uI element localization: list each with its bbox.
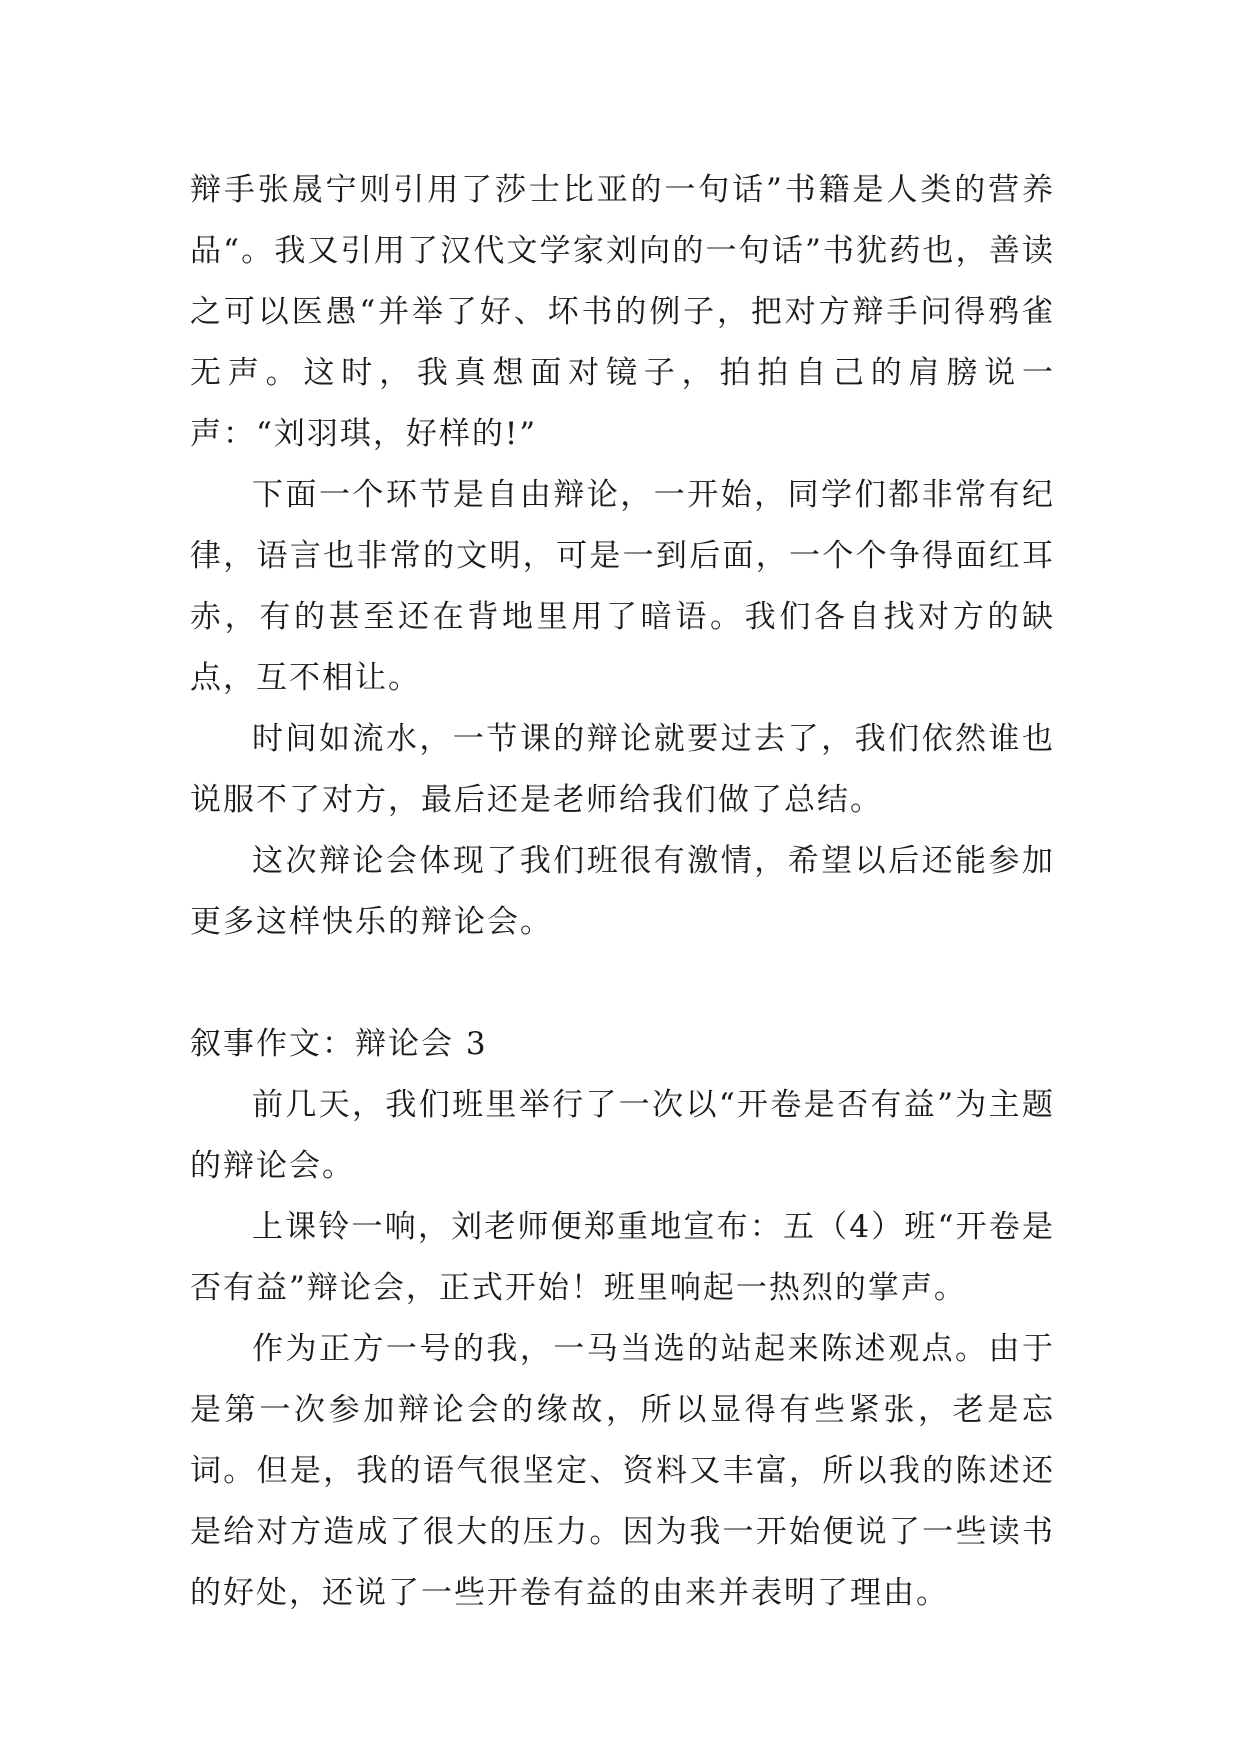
document-body [190,160,1055,1624]
paragraph-continued: 辩手张晟宁则引用了莎士比亚的一句话”书籍是人类的营养品“。我又引用了汉代文学家刘向的一句话”书犹药也，善读之可以医愚“并举了好、坏书的例子，把对方辩手问得鸦雀无声。这时，我真想面对镜子，拍拍自己的肩膀说一声：“刘羽琪，好样的!” [190,172,1055,452]
paragraph: 前几天，我们班里举行了一次以“开卷是否有益”为主题的辩论会。 [190,1087,1055,1184]
paragraph: 这次辩论会体现了我们班很有激情，希望以后还能参加更多这样快乐的辩论会。 [190,843,1055,940]
paragraph: 作为正方一号的我，一马当选的站起来陈述观点。由于是第一次参加辩论会的缘故，所以显得有些紧张，老是忘词。但是，我的语气很坚定、资料又丰富，所以我的陈述还是给对方造成了很大的压力。因为我一开始便说了一些读书的好处，还说了一些开卷有益的由来并表明了理由。 [190,1331,1055,1611]
paragraph: 下面一个环节是自由辩论，一开始，同学们都非常有纪律，语言也非常的文明，可是一到后面，一个个争得面红耳赤，有的甚至还在背地里用了暗语。我们各自找对方的缺点，互不相让。 [190,477,1055,696]
paragraph: 上课铃一响，刘老师便郑重地宣布：五（4）班“开卷是否有益”辩论会，正式开始！班里响起一热烈的掌声。 [190,1209,1055,1306]
section-title: 叙事作文：辩论会 3 [190,1026,488,1062]
paragraph: 时间如流水，一节课的辩论就要过去了，我们依然谁也说服不了对方，最后还是老师给我们做了总结。 [190,721,1055,818]
section-spacer [190,953,1055,1014]
